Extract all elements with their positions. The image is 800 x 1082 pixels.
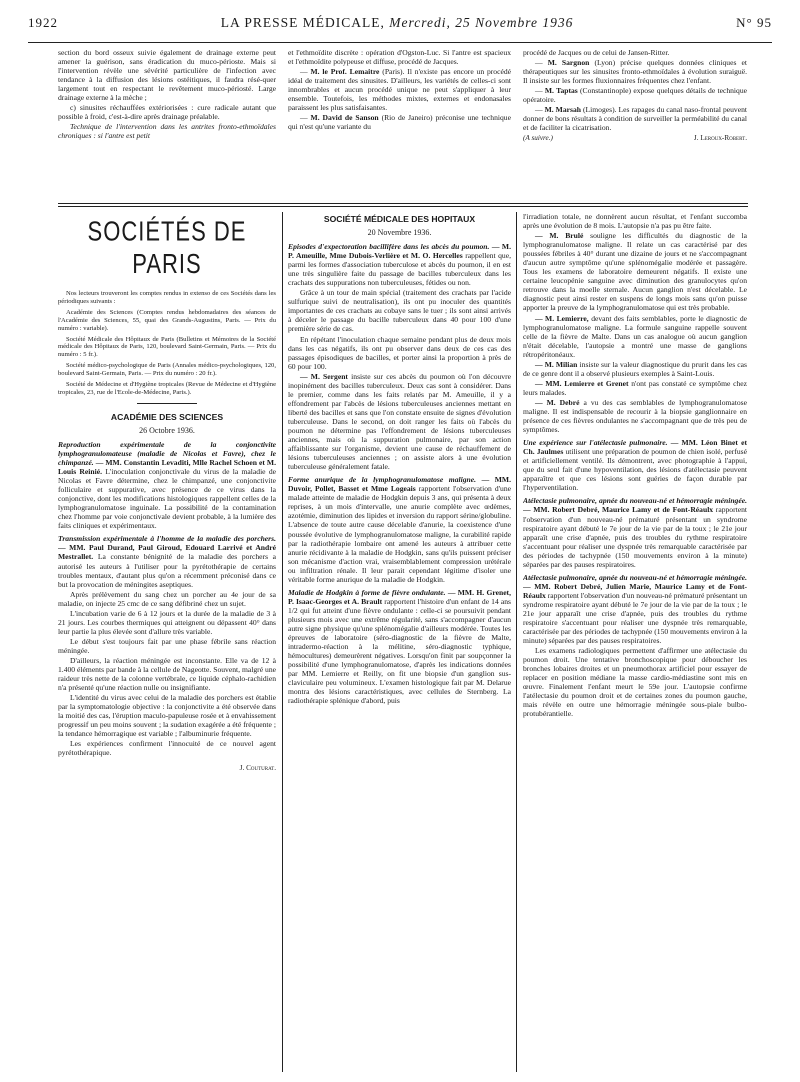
- paragraph: L'incubation varie de 6 à 12 jours et la durée de la maladie de 3 à 21 jours. Les courbes thermiques qui atteignent ou dépassent 40° dans leur partie la plus élevée sont d'allure très variable.: [58, 608, 276, 636]
- paragraph-text: insiste sur la valeur diagnostique du prurit dans les cas de ce genre dont il a observé plusieurs exemples à Saint-Louis.: [523, 359, 747, 378]
- header-rule: [28, 42, 772, 43]
- article: [523, 573, 747, 645]
- paragraph: Technique de l'intervention dans les antrites fronto-ethmoïdales chroniques : si l'antre est petit: [58, 122, 276, 141]
- article: [288, 588, 511, 706]
- paragraph: — M. Taptas (Constantinople) expose quelques détails de technique opératoire.: [523, 86, 747, 105]
- paragraph: section du bord osseux suivie également de drainage externe peut amener la guérison, sans éradication du muco-périoste. Mais si l'intervention révèle une sévérité particulière de l'infection avec tendance à la diffusion des lésions ostéitiques, il faudra résé-quer largement tout en respectant le revêtement muco-périosté. Large drainage externe à la mèche ;: [58, 48, 276, 103]
- paragraph: [523, 360, 747, 378]
- paragraph-text: rappellent que, parmi les formes d'association tuberculose et abcès du poumon, il en est une très singulière faite du passage de bacilles tuberculeux dans les crachats des suppurations non tuberculeuses, fétides ou non.: [288, 251, 511, 288]
- signature-line: [523, 134, 747, 143]
- paragraph: [523, 379, 747, 397]
- column-3: [523, 212, 747, 1074]
- article: [288, 242, 511, 287]
- paragraph-text: souligne les difficultés du diagnostic de la lymphogranulomatose maligne. Il relate un cas caractérisé par des poussées fébriles à 40° durant une dizaine de jours et ne s'accompagnant d'aucun autre symptôme qu'une splénomégalie modérée et passagère. Tous les examens de laboratoire demeurent négatifs. Il existe une certaine leucopénie sanguine avec diminution des granulocytes qu'on retrouve dans la moelle sternale. Aucun ganglion n'est décelable. Le diagnostic peut ainsi rester en suspens de longs mois sans qu'on puisse apporter la preuve de la lymphogranulomatose qui est très probable.: [523, 231, 747, 313]
- paragraph-text: L'inoculation conjonctivale du virus de la maladie de Nicolas et Favre détermine, chez le chimpanzé, une conjonctivite folliculaire et suppurative, avec présence de ce virus dans la conjonctive, dont les modifications histologiques rappellent celles de la lymphogranulomatose inguinale. La possibilité de la contamination chez l'homme par voie conjonctivale devient probable, à la lumière des faits cliniques et expérimentaux.: [58, 467, 276, 531]
- author-name: — M. Milian: [535, 359, 578, 369]
- academie-heading: ACADÉMIE DES SCIENCES: [110, 411, 224, 422]
- top-column-2: [288, 48, 511, 198]
- paragraph: c) sinusites réchauffées extériorisées : cure radicale autant que possible à froid, c'est-à-dire après drainage préalable.: [58, 103, 276, 122]
- paragraph: — M. David de Sanson (Rio de Janeiro) préconise une technique qui n'est qu'une variante du: [288, 113, 511, 132]
- article: [58, 440, 276, 530]
- paragraph: — M. le Prof. Lemaitre (Paris). Il n'existe pas encore un procédé idéal de traitement des sinusites. D'ailleurs, les variétés de celles-ci sont innombrables et aucun procédé unique ne peut s'appliquer à leur ensemble. Toutefois, les méthodes mixtes, externes et endonasales paraissent les plus satisfaisantes.: [288, 67, 511, 113]
- article: [523, 438, 747, 492]
- article: [523, 496, 747, 568]
- author-name: M. David de Sanson: [310, 113, 379, 123]
- paragraph: Le début s'est toujours fait par une phase fébrile sans réaction méningée.: [58, 636, 276, 655]
- article-authors: — MM. Léon Binet et Ch. Jaulmes: [523, 438, 747, 457]
- author-name: M. Marsah: [544, 105, 581, 115]
- column-2: [288, 212, 511, 1074]
- paragraph-text: (Constantinople) expose quelques détails de technique opératoire.: [523, 86, 747, 105]
- paragraph-text: (Rio de Janeiro) préconise une technique qui n'est qu'une variante du: [288, 113, 511, 132]
- author-name: — M. Lemierre,: [535, 313, 589, 323]
- journal-name: LA PRESSE MÉDICALE,: [220, 15, 385, 30]
- academie-date: 26 Octobre 1936.: [139, 425, 195, 435]
- author-name: M. Sargnon: [547, 58, 590, 68]
- paragraph-text: utilisent une préparation de poumon de chien isolé, perfusé et artificiellement ventilé. Ils démontrent, avec photographie à l'appui, que du seul fait d'une hypoventilation, des lésions d'atélectasie peuvent apparaître et que ces lésions sont guéries de façon durable par l'hyperventilation.: [523, 447, 747, 493]
- article-title: Transmission expérimentale à l'homme de la maladie des porchers.: [58, 534, 276, 544]
- paragraph: Les expériences confirment l'innocuité de ce nouvel agent pyrétothérapique.: [58, 739, 276, 758]
- paragraph-text: rapportent l'histoire d'un enfant de 14 ans 1/2 qui fut atteint d'une fièvre ondulante : celle-ci se poursuivit pendant plusieurs mois avec une extrême régularité, sans s'accompagner d'aucun autre signe physique qu'une splénomégalie d'ailleurs modérée. Toutes les épreuves de laboratoire (séro-diagnostic de la fièvre de Malte, intradermo-réaction à la mélitine, séro-diagnostic typhique, hémocultures) demeurèrent négatives. Lorsqu'on finit par soupçonner la possibilité d'une lymphogranulomatose, d'après les indications données par MM. Lemierre et Reilly, on fit une biopsie d'un ganglion sus-claviculaire peu volumineux. L'examen histologique fait par M. Delarue montra des lésions caractéristiques, avec cellules de Sternberg. La radiothérapie splénique d'abord, puis: [288, 596, 511, 706]
- article-authors: — MM. Paul Durand, Paul Giroud, Edouard Larrivé et André Mestrallet.: [58, 543, 276, 562]
- article-title: Forme anurique de la lymphogranulomatose maligne.: [288, 475, 476, 485]
- author-name: M. le Prof. Lemaitre: [310, 67, 380, 77]
- journals-intro: [58, 290, 276, 397]
- paragraph-text: a vu des cas semblables de lymphogranulomatose maligne. Il est indispensable de recourir à la biopsie ganglionnaire en présence de ces fièvres ondulantes ne s'accompagnant que de très peu de symptômes.: [523, 397, 747, 435]
- journal-entry: Société Médicale des Hôpitaux de Paris (Bulletins et Mémoires de la Société médicale des Hôpitaux de Paris, 120, boulevard Saint-Germain, Paris. — Prix du numéro : 5 fr.).: [58, 335, 276, 359]
- journal-entry: Académie des Sciences (Comptes rendus hebdomadaires des séances de l'Académie des Sciences, 55, quai des Grands-Augustins, Paris. — Prix du numéro : variable).: [58, 308, 276, 332]
- article-title: Maladie de Hodgkin à forme de fièvre ondulante.: [288, 587, 446, 597]
- page-header: [28, 15, 772, 40]
- column-1: [58, 212, 276, 1074]
- article-authors: — M. P. Ameuille, Mme Dubois-Verlière et M. O. Hercelles: [288, 242, 511, 261]
- paragraph-text: rapportent l'observation d'une malade atteinte de maladie de Hodgkin depuis 3 ans, qui présenta à deux reprises, à un mois d'intervalle, une anurie complète avec œdèmes, azotémie, diminution des lipides et inversion du rapport sérine/globuline. L'absence de toute autre cause décelable d'anurie, la coexistence d'une poussée évolutive de lymphogranulomatose maligne, la curabilité rapide par la radiothérapie lombaire ont amené les auteurs à attribuer cette anurie récidivante à la maladie de Hodgkin, sans qu'ils puissent préciser son mécanisme d'action vrai, vraisemblablement compression urétérale ou infiltration rénale. Il leur parait cependant légitime d'isoler une véritable forme anurique de la maladie de Hodgkin.: [288, 484, 511, 584]
- top-column-1: [58, 48, 276, 198]
- paragraph-text: (Limoges). Les rapages du canal naso-frontal peuvent donner de bons résultats à condition de surveiller la perméabilité du canal et de faciliter la cicatrisation.: [523, 105, 747, 133]
- paragraph: [523, 314, 747, 359]
- issue-date: Mercredi, 25 Novembre 1936: [389, 15, 574, 30]
- paragraph-text: rapportent l'observation d'un nouveau-né prématuré présentant un syndrome respiratoire ayant débuté le 7e jour de la vie par de la toux ; le 21e jour apparaît une crise d'apnée, puis des troubles du rythme respiratoire s'accentuant pour réaliser une dyspnée très remarquable caractérisée par des périodes de tachypnée (150 mouvements environ à la minute) séparées par des pauses respiratoires.: [523, 505, 747, 569]
- paragraph: et l'ethmoïdite discrète : opération d'Ogston-Luc. Si l'antre est spacieux et l'ethmoïdite polypeuse et diffuse, procédé de Jacques.: [288, 48, 511, 67]
- paragraph-text: devant des faits semblables, porte le diagnostic de lymphogranulomatose maligne. La formule sanguine rappelle souvent celle de la fièvre de Malte. Dans un cas analogue où aucun ganglion n'était décelable, l'autopsie a montré une masse de ganglions rétropéritonéaux.: [523, 313, 747, 359]
- issue-number: N° 95: [736, 15, 772, 30]
- paragraph-text: La constante bénignité de la maladie des porchers a autorisé les auteurs à l'utiliser pour la pyrétothérapie de certains troubles mentaux, d'autant plus qu'on a récemment préconisé dans ce but la provocation de méningites aseptiques.: [58, 552, 276, 589]
- journal-entry: Société de Médecine et d'Hygiène tropicales (Revue de Médecine et d'Hygiène tropicales, 23, rue de l'Ecole-de-Médecine, Paris.).: [58, 381, 276, 396]
- top-column-3: [523, 48, 747, 198]
- paragraph: [523, 398, 747, 434]
- section-title: SOCIÉTÉS DE PARIS: [87, 215, 247, 280]
- paragraph: [523, 231, 747, 312]
- paragraph: procédé de Jacques ou de celui de Jansen-Ritter.: [523, 48, 670, 57]
- author-name: — M. Brulé: [535, 231, 584, 241]
- article-title: Une expérience sur l'atélectasie pulmonaire.: [523, 438, 668, 448]
- paragraph-text: (Paris). Il n'existe pas encore un procédé idéal de traitement des sinusites. D'ailleurs, les variétés de celles-ci sont innombrables et aucun procédé unique ne peut s'appliquer à leur ensemble. Toutefois, les méthodes mixtes, externes et endonasales paraissent les plus satisfaisantes.: [288, 67, 511, 113]
- hopitaux-date: 20 Novembre 1936.: [367, 228, 432, 237]
- article-authors: — MM. Duvoir, Pollet, Basset et Mme Logeais: [288, 475, 511, 494]
- author-name: — M. Debré: [535, 397, 580, 407]
- to-be-continued: (A suivre.): [523, 134, 553, 143]
- section-rule: [58, 203, 748, 204]
- page-number: 1922: [28, 15, 58, 30]
- paragraph: [288, 372, 511, 472]
- author-name: — M. Sergent: [300, 371, 348, 381]
- author-name: M. Taptas: [544, 86, 578, 96]
- intro-paragraph: Nos lecteurs trouveront les comptes rendus in extenso de ces Sociétés dans les périodiques suivants :: [58, 290, 276, 305]
- section-rule-2: [58, 206, 748, 207]
- paragraph: Grâce à un tour de main spécial (traitement des crachats par l'acide sulfurique suivi de neutralisation), ils ont pu inoculer des quantités importantes de ces crachats au cobaye sans le tuer ; ils sont ainsi arrivés à déceler le passage du bacille tuberculeux dans 40 pour 100 d'une première série de cas.: [288, 288, 511, 334]
- article-title: Atélectasie pulmonaire, apnée du nouveau-né et hémorragie méningée.: [523, 572, 747, 582]
- short-rule: [137, 403, 197, 404]
- paragraph: Après prélèvement du sang chez un porcher au 4e jour de sa maladie, on injecte 25 cmc de ce sang défibriné chez un sujet.: [58, 589, 276, 608]
- paragraph: Les examens radiologiques permettent d'affirmer une atélectasie du poumon droit. Une tentative bronchoscopique pour déboucher les bronches lobaires droites et un pneumothorax artificiel pour essayer de replacer en position médiane la masse cardio-médiastine sont mis en œuvre. Finalement l'enfant meurt le 59e jour. L'autopsie confirme l'atélectasie du poumon droit et de certaines zones du poumon gauche, mais révèle en outre une hémorragie méningée sous-piale bulbo-protubérantielle.: [523, 646, 747, 719]
- author-signature: J. Leroux-Robert.: [693, 134, 747, 143]
- column-separator: [516, 212, 517, 1072]
- article-title: Atélectasie pulmonaire, apnée du nouveau-né et hémorragie méningée.: [523, 496, 747, 506]
- hopitaux-heading: SOCIÉTÉ MÉDICALE DES HOPITAUX: [323, 214, 476, 224]
- paragraph: l'irradiation totale, ne donnèrent aucun résultat, et l'enfant succomba après une évolution de 8 mois. L'autopsie n'a pas pu être faite.: [523, 212, 747, 231]
- paragraph-text: n'ont pas constaté ce symptôme chez leurs malades.: [523, 378, 747, 397]
- article: [288, 475, 511, 584]
- paragraph-text: (Lyon) précise quelques données cliniques et thérapeutiques sur les sinusites fronto-ethmoïdales à évolution suraiguë. Il insiste sur les formes fluxionnaires fréquentes chez l'enfant.: [523, 58, 747, 86]
- article-authors: — MM. Robert Debré, Julien Marie, Maurice Lamy et de Font-Réaulx: [523, 581, 747, 600]
- journal-entry: Société médico-psychologique de Paris (Annales médico-psychologiques, 120, boulevard Saint-Germain, Paris. — Prix du numéro : 20 fr.).: [58, 362, 276, 378]
- paragraph: En répétant l'inoculation chaque semaine pendant plus de deux mois dans les cas négatifs, ils ont pu observer dans deux de ces cas des passages épisodiques de bacilles, et porter ainsi la proportion à près de 60 pour 100.: [288, 334, 511, 371]
- article-authors: — MM. Robert Debré, Maurice Lamy et de Font-Réaulx: [523, 505, 714, 515]
- article-title: Reproduction expérimentale de la conjonctivite lymphogranulomateuse (maladie de Nicolas et Favre), chez le chimpanzé.: [58, 439, 276, 468]
- paragraph: — M. Sargnon (Lyon) précise quelques données cliniques et thérapeutiques sur les sinusites fronto-ethmoïdales à évolution suraiguë. Il insiste sur les formes fluxionnaires fréquentes chez l'enfant.: [523, 58, 747, 86]
- paragraph-text: rapportent l'observation d'un nouveau-né prématuré présentant un syndrome respiratoire ayant débuté le 7e jour de la vie par de la toux ; le 21e jour apparaît une crise d'apnée, puis des troubles du rythme respiratoire s'accentuant pour réaliser une dyspnée très remarquable, caractérisée par des périodes de tachypnée (150 mouvements environ à la minute) séparées par des pauses respiratoires.: [523, 590, 747, 646]
- article: [58, 534, 276, 588]
- author-signature: J. Couturat.: [239, 763, 276, 772]
- journal-title: [220, 15, 574, 30]
- paragraph: D'ailleurs, la réaction méningée est inconstante. Elle va de 12 à 1.400 éléments par bande à la cellule de Nageotte. Souvent, malgré une raideur très nette de la colonne vertébrale, ce liquide céphalo-rachidien n'a présenté qu'une réaction nulle ou insignifiante.: [58, 656, 276, 693]
- paragraph: — M. Marsah (Limoges). Les rapages du canal naso-frontal peuvent donner de bons résultats à condition de surveiller la perméabilité du canal et de faciliter la cicatrisation.: [523, 105, 747, 133]
- author-name: — MM. Lemierre et Grenet: [535, 378, 629, 388]
- column-separator: [282, 212, 283, 1072]
- article-authors: — MM. H. Grenet, P. Isaac-Georges et A. Brault: [288, 587, 511, 606]
- article-title: Episodes d'expectoration bacillifère dans les abcès du poumon.: [288, 242, 490, 252]
- article-authors: — MM. Constantin Levaditi, Mlle Rachel Schoen et M. Louis Reinié.: [58, 458, 276, 477]
- paragraph-text: insiste sur ces abcès du poumon où l'on découvre inopinément des bacilles tuberculeux. Deux cas sont à considérer. Dans le premier, comme dans les faits relatés par M. Ameuille, il y a effondrement par l'abcès de lésions tuberculeuses anciennes mettant en liberté des bacilles et sans que l'on constate ensuite de signes d'évolution tuberculeuse. Dans le second, on doit ranger les faits où l'abcès du poumon ne détermine pas l'effondrement de lésions tuberculeuses anciennes, mais où la suppuration pulmonaire, par son action affaiblissante sur l'organisme, devient une cause de réchauffement de lésions tuberculeuses anciennes ; on assiste alors à une évolution tuberculeuse généralement fatale.: [288, 371, 511, 472]
- paragraph: L'identité du virus avec celui de la maladie des porchers est établie par la symptomatologie objective : la conjonctivite a été observée dans la moitié des cas, l'éruption maculo-papuleuse rosée et à envahissement progressif un peu moins souvent ; la sudation exagérée a été fréquente ; la tendance hémorragique est variable ; l'albuminurie fréquente.: [58, 693, 276, 739]
